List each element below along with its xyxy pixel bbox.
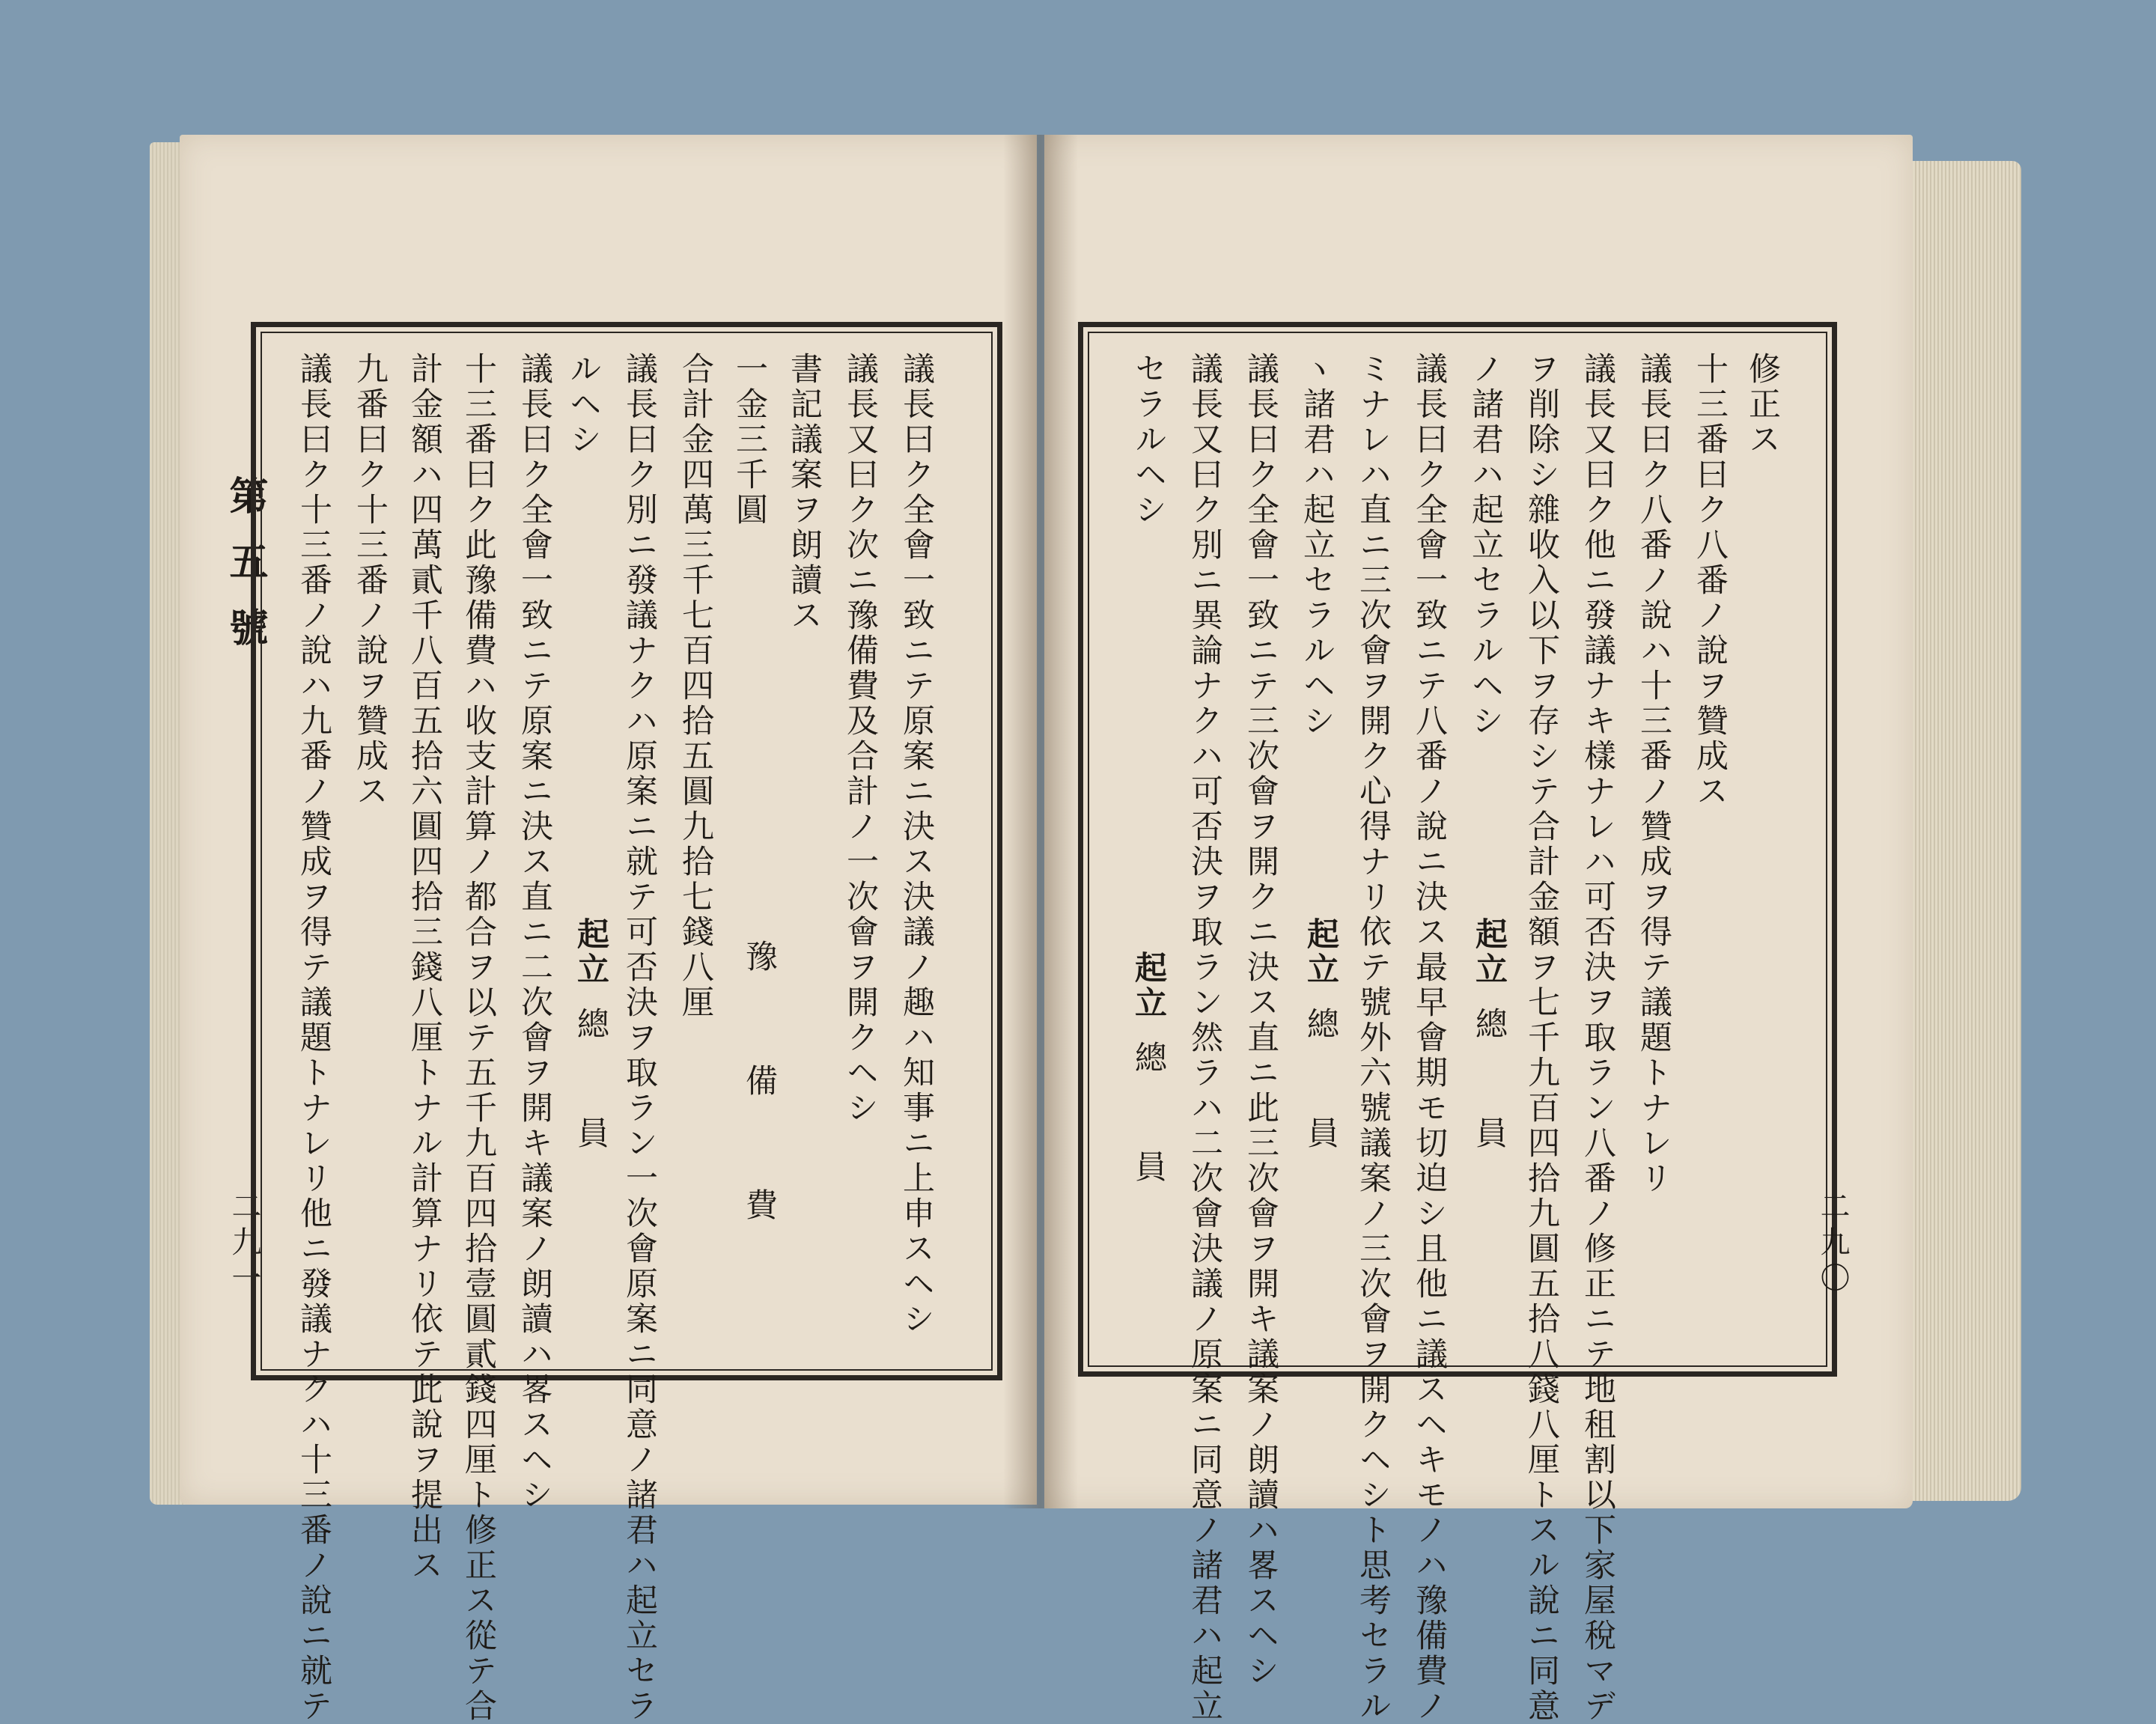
left-column-10: 計金額ハ四萬貳千八百五拾六圓四拾三錢八厘トナル計算ナリ依テ此說ヲ提出ス [406,352,443,1583]
right-column-6: ノ諸君ハ起立セラルヘシ [1467,352,1504,739]
right-column-4: 議長又曰ク他ニ發議ナキ樣ナレハ可否決ヲ取ラン八番ノ修正ニテ地租割以下家屋稅マデ [1579,352,1616,1724]
left-page-number: 二九一 [227,1190,261,1298]
running-title: 第五號 [222,475,268,673]
left-column-9: 十三番曰ク此豫備費ハ收支計算ノ都合ヲ以テ五千九百四拾壹圓貳錢四厘ト修正ス從テ合 [460,352,497,1724]
right-kiritsu-1: 起立 [1470,917,1508,987]
right-column-12: セラルヘシ [1130,352,1167,528]
right-column-8: ミナレハ直ニ三次會ヲ開ク心得ナリ依テ號外六號議案ノ三次會ヲ開クヘシト思考セラル [1354,352,1392,1724]
yobihi-label: 豫 備 費 [740,939,778,1250]
right-column-7: 議長曰ク全會一致ニテ八番ノ說ニ決ス最早會期モ切迫シ且他ニ議スヘキモノハ豫備費ノ [1410,352,1448,1724]
right-column-3: 議長曰ク八番ノ說ハ十三番ノ贊成ヲ得テ議題トナレリ [1635,352,1672,1196]
left-column-7: ルヘシ [564,352,602,457]
right-column-2: 十三番曰ク八番ノ說ヲ贊成ス [1691,352,1729,809]
left-column-3: 書記議案ヲ朗讀ス [785,352,823,633]
right-kiritsu-3: 起立 [1130,951,1167,1021]
right-column-11: 議長又曰ク別ニ異論ナクハ可否決ヲ取ラン然ラハ二次會決議ノ原案ニ同意ノ諸君ハ起立 [1186,352,1223,1724]
left-column-4: 一金三千圓 [731,352,768,528]
left-column-12: 議長曰ク十三番ノ說ハ九番ノ贊成ヲ得テ議題トナレリ他ニ發議ナクハ十三番ノ說ニ就テ [295,352,332,1724]
right-page-stack-edge [1901,161,2021,1501]
right-kiritsu-2: 起立 [1302,917,1339,987]
left-column-11: 九番曰ク十三番ノ說ヲ贊成ス [351,352,389,809]
right-column-10: 議長曰ク全會一致ニテ三次會ヲ開クニ決ス直ニ此三次會ヲ開キ議案ノ朗讀ハ畧スヘシ [1242,352,1279,1689]
right-page-number: 二九〇 [1815,1190,1850,1298]
left-column-1: 議長曰ク全會一致ニテ原案ニ決ス決議ノ趣ハ知事ニ上申スヘシ [898,352,935,1337]
left-soin: 總 員 [572,1007,609,1171]
left-kiritsu: 起立 [572,917,609,987]
right-soin-2: 總 員 [1302,1007,1339,1171]
right-soin-3: 總 員 [1130,1041,1167,1204]
right-column-1: 修正ス [1744,352,1781,457]
left-column-5: 合計金四萬三千七百四拾五圓九拾七錢八厘 [677,352,714,1020]
book-gutter [1003,135,1078,1508]
right-column-5: ヲ削除シ雜收入以下ヲ存シテ合計金額ヲ七千九百四拾九圓五拾八錢八厘トスル說ニ同意 [1523,352,1560,1724]
left-column-2: 議長又曰ク次ニ豫備費及合計ノ一次會ヲ開クヘシ [841,352,879,1126]
left-column-6: 議長曰ク別ニ發議ナクハ原案ニ就テ可否決ヲ取ラン一次會原案ニ同意ノ諸君ハ起立セラ [621,352,658,1724]
right-column-9: ヽ諸君ハ起立セラルヘシ [1298,352,1336,739]
left-column-8: 議長曰ク全會一致ニテ原案ニ決ス直ニ二次會ヲ開キ議案ノ朗讀ハ畧スヘシ [516,352,553,1513]
right-soin-1: 總 員 [1470,1007,1508,1171]
